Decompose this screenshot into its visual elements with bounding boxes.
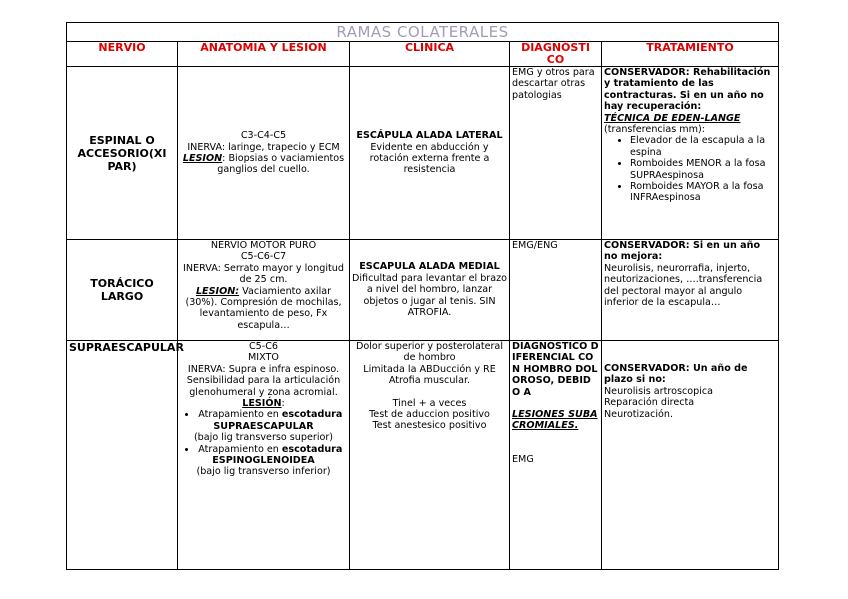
- diagnostico-cell: [510, 341, 602, 570]
- header-tratamiento: TRATAMIENTO: [602, 42, 779, 67]
- anatomia-line: INERVA: Serrato mayor y longitud de 25 cm.: [183, 262, 344, 286]
- clinica-line: Test de aduccion positivo: [369, 409, 490, 421]
- lesion-label: LESIÓN: [242, 398, 282, 410]
- clinica-line: Atrofia muscular.: [388, 375, 471, 387]
- tratamiento-cell: [602, 240, 779, 341]
- clinica-title: ESCAPULA ALADA MEDIAL: [359, 261, 500, 273]
- lesion-text: LESION: Vaciamiento axilar (30%). Compresión de mochilas, levantamiento de peso, Fx escapula…: [185, 285, 342, 331]
- table-title: RAMAS COLATERALES: [67, 23, 779, 42]
- clinica-text: Dificultad para levantar el brazo a nivel del hombro, lanzar objetos o jugar al tenis. SIN ATROFIA.: [352, 272, 508, 319]
- table-row: [67, 67, 779, 240]
- anatomia-line: C5-C6: [248, 341, 279, 352]
- diagnostico-link: LESIONES SUBACROMIALES.: [512, 409, 598, 432]
- anatomia-line: C3-C4-C5: [240, 130, 287, 142]
- tratamiento-cell: [602, 341, 779, 570]
- lesion-text: LESION: Biopsias o vaciamientos ganglios del cuello.: [182, 153, 345, 176]
- tratamiento-bold: CONSERVADOR: Si en un año no mejora:: [604, 240, 761, 263]
- tratamiento-line: Reparación directa: [604, 397, 695, 409]
- technique-list: [604, 135, 776, 203]
- list-item: • Romboides MAYOR a la fosa INFRAespinosa: [630, 181, 776, 204]
- tratamiento-line: Neurotización.: [604, 408, 674, 420]
- nervio-cell: SUPRAESCAPULAR: [67, 341, 178, 570]
- tratamiento-bold: CONSERVADOR: Un año de plazo si no:: [604, 363, 748, 386]
- anatomia-line: MIXTO: [248, 352, 279, 364]
- technique-label: TÉCNICA DE EDEN-LANGE: [604, 112, 741, 124]
- clinica-line: Test anestesico positivo: [372, 420, 487, 432]
- header-diagnostico: DIAGNÓSTI CO: [510, 42, 602, 67]
- lesion-list: [180, 409, 347, 477]
- anatomia-line: NERVIO MOTOR PURO: [210, 240, 317, 251]
- diagnostico-bold: DIAGNOSTICO DIFERENCIAL CON HOMBRO DOLOROSO, DEBIDO A: [512, 341, 599, 398]
- diagnostico-cell: EMG/ENG: [510, 240, 602, 341]
- nervio-cell: TORÁCICO LARGO: [67, 240, 178, 341]
- anatomia-cell: [178, 240, 350, 341]
- tratamiento-cell: [602, 67, 779, 240]
- table-row: [67, 341, 779, 570]
- clinica-cell: [350, 341, 510, 570]
- header-clinica: CLINICA: [350, 42, 510, 67]
- lesion-label: LESION:: [195, 285, 240, 297]
- anatomia-line: INERVA: Supra e infra espinoso. Sensibilidad para la articulación glenohumeral y zona acromial.: [186, 363, 341, 398]
- clinica-text: Evidente en abducción y rotación externa frente a resistencia: [369, 141, 490, 176]
- table-row: [67, 240, 779, 341]
- tratamiento-bold: CONSERVADOR: Rehabilitación y tratamiento de las contracturas. Si en un año no hay recuperación:: [604, 67, 771, 113]
- clinica-line: Limitada la ABDucción y RE: [363, 363, 496, 375]
- clinica-line: Tinel + a veces: [392, 397, 467, 409]
- ramas-colaterales-table: [66, 22, 779, 570]
- anatomia-cell: [178, 341, 350, 570]
- lesion-label: LESION: [182, 153, 223, 164]
- header-nervio: NERVIO: [67, 42, 178, 67]
- clinica-title: ESCÁPULA ALADA LATERAL: [356, 130, 503, 142]
- list-item: • Romboides MENOR a la fosa SUPRAespinosa: [630, 158, 776, 181]
- clinica-cell: [350, 67, 510, 240]
- technique-note: (transferencias mm):: [604, 124, 705, 136]
- tratamiento-line: Neurolisis artroscopica: [604, 385, 714, 397]
- header-anatomia: ANATOMIA Y LESION: [178, 42, 350, 67]
- nervio-cell: ESPINAL O ACCESORIO(XI PAR): [67, 67, 178, 240]
- list-item: • Elevador de la escapula a la espina: [630, 135, 776, 158]
- anatomia-line: C5-C6-C7: [240, 251, 287, 263]
- anatomia-cell: [178, 67, 350, 240]
- tratamiento-text: Neurolisis, neurorrafia, injerto, neutorizaciones, ….transferencia del pectoral mayor al angulo inferior de la escapula…: [604, 262, 763, 309]
- diagnostico-emg: EMG: [512, 453, 534, 465]
- anatomia-line: INERVA: laringe, trapecio y ECM: [187, 141, 340, 153]
- list-item: • Atrapamiento en escotadura ESPINOGLENOIDEA (bajo lig transverso inferior): [180, 444, 347, 478]
- clinica-line: Dolor superior y posterolateral de hombro: [356, 341, 503, 364]
- list-item: • Atrapamiento en escotadura SUPRAESCAPULAR (bajo lig transverso superior): [180, 409, 347, 443]
- diagnostico-cell: EMG y otros para descartar otras patologias: [510, 67, 602, 240]
- lesion-heading: LESIÓN:: [242, 398, 285, 410]
- clinica-cell: [350, 240, 510, 341]
